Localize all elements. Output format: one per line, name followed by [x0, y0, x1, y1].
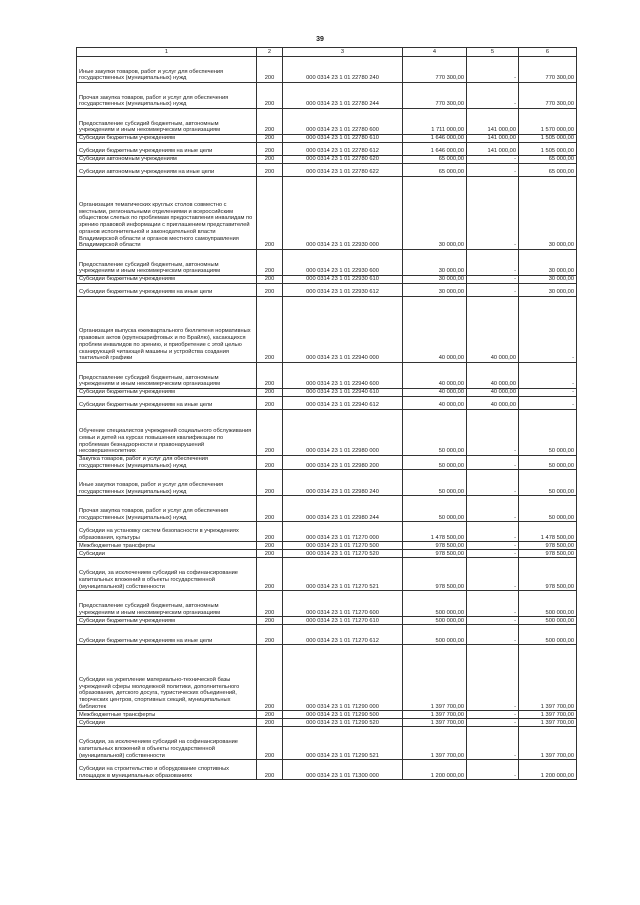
row-amount-regional: -: [519, 363, 577, 389]
row-amount-regional: 978 500,00: [519, 558, 577, 591]
row-amount-regional: 1 397 700,00: [519, 727, 577, 760]
row-amount-regional: -: [519, 297, 577, 363]
row-description: Субсидии бюджетным учреждениям на иные цели: [77, 625, 257, 645]
row-amount-federal: -: [467, 470, 519, 496]
row-amount-total: 30 000,00: [403, 177, 467, 250]
row-budget-code: 000 0314 23 1 01 22780 240: [283, 57, 403, 83]
row-budget-code: 000 0314 23 1 01 22780 622: [283, 164, 403, 177]
row-amount-federal: 141 000,00: [467, 143, 519, 156]
row-amount-total: 50 000,00: [403, 410, 467, 456]
row-amount-total: 40 000,00: [403, 297, 467, 363]
row-description: Организация тематических круглых столов совместно с местными, региональными отделениями и всероссийским обществом слепых по проблемам предоставления инвалидам по зрению правовой информации с приглашением представителей органов исполнительной и законодательной власти Владимирской области и органов местного самоуправления Владимирской области: [77, 177, 257, 250]
row-description: Иные закупки товаров, работ и услуг для обеспечения государственных (муниципальных) нужд: [77, 57, 257, 83]
row-amount-total: 50 000,00: [403, 496, 467, 522]
row-kvr: 200: [257, 617, 283, 625]
row-amount-total: 30 000,00: [403, 284, 467, 297]
table-row: [77, 250, 577, 276]
row-kvr: 200: [257, 164, 283, 177]
row-amount-regional: 30 000,00: [519, 250, 577, 276]
row-amount-total: 1 397 700,00: [403, 727, 467, 760]
row-amount-regional: 1 200 000,00: [519, 760, 577, 780]
row-amount-regional: -: [519, 397, 577, 410]
row-amount-federal: -: [467, 617, 519, 625]
table-row: [77, 617, 577, 625]
row-description: Субсидии: [77, 550, 257, 558]
row-amount-total: 1 200 000,00: [403, 760, 467, 780]
table-row: [77, 276, 577, 284]
row-amount-total: 50 000,00: [403, 456, 467, 470]
row-amount-total: 500 000,00: [403, 617, 467, 625]
row-budget-code: 000 0314 23 1 01 71270 612: [283, 625, 403, 645]
row-amount-regional: 1 505 000,00: [519, 135, 577, 143]
row-kvr: 200: [257, 83, 283, 109]
row-budget-code: 000 0314 23 1 01 22780 600: [283, 109, 403, 135]
row-description: Субсидии бюджетным учреждениям на иные цели: [77, 397, 257, 410]
row-kvr: 200: [257, 719, 283, 727]
row-kvr: 200: [257, 250, 283, 276]
table-body: [77, 57, 577, 780]
row-description: Субсидии автономным учреждениям на иные цели: [77, 164, 257, 177]
row-amount-total: 500 000,00: [403, 625, 467, 645]
table-row: [77, 164, 577, 177]
row-budget-code: 000 0314 23 1 01 22930 000: [283, 177, 403, 250]
row-budget-code: 000 0314 23 1 01 71270 600: [283, 591, 403, 617]
table-row: [77, 591, 577, 617]
row-amount-regional: 50 000,00: [519, 470, 577, 496]
row-amount-total: 50 000,00: [403, 470, 467, 496]
row-description: Субсидии, за исключением субсидий на софинансирование капитальных вложений в объекты государственной (муниципальной) собственности: [77, 558, 257, 591]
row-amount-federal: 40 000,00: [467, 297, 519, 363]
table-row: [77, 645, 577, 711]
column-header-1: 1: [77, 48, 257, 57]
row-budget-code: 000 0314 23 1 01 71270 521: [283, 558, 403, 591]
row-budget-code: 000 0314 23 1 01 71290 521: [283, 727, 403, 760]
table-row: [77, 522, 577, 542]
row-budget-code: 000 0314 23 1 01 71290 000: [283, 645, 403, 711]
row-description: Субсидии, за исключением субсидий на софинансирование капитальных вложений в объекты государственной (муниципальной) собственности: [77, 727, 257, 760]
row-kvr: 200: [257, 389, 283, 397]
row-amount-total: 30 000,00: [403, 250, 467, 276]
row-kvr: 200: [257, 363, 283, 389]
row-description: Субсидии бюджетным учреждениям: [77, 617, 257, 625]
row-amount-regional: -: [519, 389, 577, 397]
column-header-5: 5: [467, 48, 519, 57]
row-amount-total: 65 000,00: [403, 164, 467, 177]
table-row: [77, 177, 577, 250]
row-amount-regional: 1 505 000,00: [519, 143, 577, 156]
table-row: [77, 57, 577, 83]
row-amount-total: 770 300,00: [403, 57, 467, 83]
row-amount-total: 40 000,00: [403, 389, 467, 397]
row-kvr: 200: [257, 550, 283, 558]
row-amount-federal: 40 000,00: [467, 397, 519, 410]
row-description: Субсидии автономным учреждениям: [77, 156, 257, 164]
row-kvr: 200: [257, 711, 283, 719]
row-description: Субсидии бюджетным учреждениям на иные цели: [77, 143, 257, 156]
row-amount-federal: -: [467, 591, 519, 617]
row-amount-total: 500 000,00: [403, 591, 467, 617]
row-amount-regional: 30 000,00: [519, 284, 577, 297]
row-budget-code: 000 0314 23 1 01 22940 612: [283, 397, 403, 410]
row-kvr: 200: [257, 625, 283, 645]
row-amount-regional: 65 000,00: [519, 164, 577, 177]
row-description: Предоставление субсидий бюджетным, автономным учреждениям и иным некоммерческим организациям: [77, 250, 257, 276]
table-row: [77, 389, 577, 397]
row-budget-code: 000 0314 23 1 01 22930 600: [283, 250, 403, 276]
row-amount-federal: -: [467, 711, 519, 719]
table-row: [77, 297, 577, 363]
row-budget-code: 000 0314 23 1 01 22980 200: [283, 456, 403, 470]
table-row: [77, 83, 577, 109]
row-amount-regional: 770 300,00: [519, 83, 577, 109]
table-row: [77, 760, 577, 780]
row-kvr: 200: [257, 456, 283, 470]
row-budget-code: 000 0314 23 1 01 22940 000: [283, 297, 403, 363]
row-kvr: 200: [257, 397, 283, 410]
row-amount-federal: -: [467, 410, 519, 456]
row-kvr: 200: [257, 135, 283, 143]
column-header-4: 4: [403, 48, 467, 57]
row-amount-federal: 40 000,00: [467, 389, 519, 397]
page-number: 39: [316, 36, 324, 43]
table-row: [77, 727, 577, 760]
row-kvr: 200: [257, 591, 283, 617]
row-amount-total: 65 000,00: [403, 156, 467, 164]
row-description: Субсидии бюджетным учреждениям на иные цели: [77, 284, 257, 297]
row-kvr: 200: [257, 542, 283, 550]
row-amount-total: 1 478 500,00: [403, 522, 467, 542]
row-description: Прочая закупка товаров, работ и услуг для обеспечения государственных (муниципальных) нужд: [77, 83, 257, 109]
row-budget-code: 000 0314 23 1 01 22780 244: [283, 83, 403, 109]
row-amount-total: 1 646 000,00: [403, 135, 467, 143]
row-amount-total: 978 500,00: [403, 542, 467, 550]
row-amount-federal: -: [467, 496, 519, 522]
row-amount-total: 978 500,00: [403, 550, 467, 558]
row-budget-code: 000 0314 23 1 01 22780 620: [283, 156, 403, 164]
column-header-2: 2: [257, 48, 283, 57]
row-budget-code: 000 0314 23 1 01 22780 612: [283, 143, 403, 156]
row-amount-total: 30 000,00: [403, 276, 467, 284]
row-kvr: 200: [257, 156, 283, 164]
row-description: Иные закупки товаров, работ и услуг для обеспечения государственных (муниципальных) нужд: [77, 470, 257, 496]
row-budget-code: 000 0314 23 1 01 22980 240: [283, 470, 403, 496]
row-amount-total: 1 397 700,00: [403, 719, 467, 727]
row-amount-federal: -: [467, 177, 519, 250]
table-row: [77, 363, 577, 389]
row-budget-code: 000 0314 23 1 01 71290 520: [283, 719, 403, 727]
column-header-6: 6: [519, 48, 577, 57]
table-row: [77, 550, 577, 558]
row-kvr: 200: [257, 276, 283, 284]
row-description: Межбюджетные трансферты: [77, 711, 257, 719]
row-amount-federal: -: [467, 164, 519, 177]
row-amount-total: 40 000,00: [403, 397, 467, 410]
row-kvr: 200: [257, 558, 283, 591]
row-amount-total: 770 300,00: [403, 83, 467, 109]
row-amount-federal: -: [467, 284, 519, 297]
row-kvr: 200: [257, 57, 283, 83]
row-amount-federal: -: [467, 625, 519, 645]
row-budget-code: 000 0314 23 1 01 22980 244: [283, 496, 403, 522]
row-amount-regional: 770 300,00: [519, 57, 577, 83]
row-amount-federal: -: [467, 456, 519, 470]
table-row: [77, 625, 577, 645]
row-amount-regional: 30 000,00: [519, 177, 577, 250]
row-amount-total: 40 000,00: [403, 363, 467, 389]
row-description: Субсидии на укрепление материально-технической базы учреждений сферы молодежной политики, дополнительного образования, детского досуга, туристических объединений, творческих центров, спортивных секций, муниципальных библиотек: [77, 645, 257, 711]
row-budget-code: 000 0314 23 1 01 71270 610: [283, 617, 403, 625]
row-description: Субсидии бюджетным учреждениям: [77, 276, 257, 284]
row-description: Организация выпуска ежеквартального бюллетеня нормативных правовых актов (крупношрифтовых и по Брайлю), касающихся проблем инвалидов по зрению, и приобретение с этой целью сканирующей читающей машины и устройства создания тактильной графики: [77, 297, 257, 363]
row-amount-federal: -: [467, 156, 519, 164]
row-amount-regional: 50 000,00: [519, 456, 577, 470]
row-description: Субсидии на строительство и оборудование спортивных площадок в муниципальных образованиях: [77, 760, 257, 780]
table-row: [77, 410, 577, 456]
row-amount-federal: -: [467, 550, 519, 558]
row-amount-regional: 1 397 700,00: [519, 711, 577, 719]
row-kvr: 200: [257, 143, 283, 156]
table-row: [77, 143, 577, 156]
column-header-3: 3: [283, 48, 403, 57]
row-budget-code: 000 0314 23 1 01 22780 610: [283, 135, 403, 143]
row-amount-federal: -: [467, 719, 519, 727]
row-amount-regional: 50 000,00: [519, 410, 577, 456]
row-amount-regional: 500 000,00: [519, 591, 577, 617]
row-kvr: 200: [257, 109, 283, 135]
row-amount-regional: 30 000,00: [519, 276, 577, 284]
row-amount-federal: -: [467, 760, 519, 780]
row-budget-code: 000 0314 23 1 01 22930 610: [283, 276, 403, 284]
row-amount-federal: -: [467, 727, 519, 760]
row-kvr: 200: [257, 760, 283, 780]
row-description: Межбюджетные трансферты: [77, 542, 257, 550]
row-kvr: 200: [257, 177, 283, 250]
table-row: [77, 109, 577, 135]
row-amount-federal: -: [467, 250, 519, 276]
row-amount-total: 1 397 700,00: [403, 645, 467, 711]
table-row: [77, 135, 577, 143]
table-row: [77, 542, 577, 550]
row-amount-federal: -: [467, 83, 519, 109]
row-kvr: 200: [257, 522, 283, 542]
row-kvr: 200: [257, 645, 283, 711]
row-description: Обучение специалистов учреждений социального обслуживания семьи и детей на курсах повышения квалификации по проблемам безнадзорности и правонарушений несовершеннолетних: [77, 410, 257, 456]
row-budget-code: 000 0314 23 1 01 22940 600: [283, 363, 403, 389]
row-amount-federal: -: [467, 276, 519, 284]
row-amount-federal: 40 000,00: [467, 363, 519, 389]
row-amount-federal: 141 000,00: [467, 135, 519, 143]
row-amount-regional: 1 570 000,00: [519, 109, 577, 135]
row-kvr: 200: [257, 410, 283, 456]
row-amount-regional: 65 000,00: [519, 156, 577, 164]
row-budget-code: 000 0314 23 1 01 71300 000: [283, 760, 403, 780]
table-row: [77, 711, 577, 719]
row-budget-code: 000 0314 23 1 01 22930 612: [283, 284, 403, 297]
table-row: [77, 719, 577, 727]
budget-table: [76, 47, 577, 780]
row-amount-total: 978 500,00: [403, 558, 467, 591]
table-row: [77, 397, 577, 410]
row-amount-regional: 50 000,00: [519, 496, 577, 522]
row-budget-code: 000 0314 23 1 01 71270 520: [283, 550, 403, 558]
header-row: [77, 48, 577, 57]
row-description: Субсидии бюджетным учреждениям: [77, 389, 257, 397]
row-amount-regional: 978 500,00: [519, 542, 577, 550]
table-row: [77, 496, 577, 522]
row-description: Субсидии на установку систем безопасности в учреждениях образования, культуры: [77, 522, 257, 542]
row-budget-code: 000 0314 23 1 01 22940 610: [283, 389, 403, 397]
row-amount-regional: 1 397 700,00: [519, 719, 577, 727]
table-row: [77, 284, 577, 297]
row-description: Субсидии бюджетным учреждениям: [77, 135, 257, 143]
row-budget-code: 000 0314 23 1 01 22980 000: [283, 410, 403, 456]
row-amount-total: 1 397 700,00: [403, 711, 467, 719]
table-header: [77, 48, 577, 57]
table-row: [77, 470, 577, 496]
row-kvr: 200: [257, 496, 283, 522]
row-amount-regional: 500 000,00: [519, 617, 577, 625]
row-budget-code: 000 0314 23 1 01 71290 500: [283, 711, 403, 719]
row-kvr: 200: [257, 284, 283, 297]
row-kvr: 200: [257, 297, 283, 363]
row-amount-regional: 1 397 700,00: [519, 645, 577, 711]
row-kvr: 200: [257, 727, 283, 760]
row-budget-code: 000 0314 23 1 01 71270 000: [283, 522, 403, 542]
row-amount-regional: 1 478 500,00: [519, 522, 577, 542]
row-description: Предоставление субсидий бюджетным, автономным учреждениям и иным некоммерческим организациям: [77, 591, 257, 617]
table-row: [77, 456, 577, 470]
row-amount-total: 1 646 000,00: [403, 143, 467, 156]
row-description: Закупка товаров, работ и услуг для обеспечения государственных (муниципальных) нужд: [77, 456, 257, 470]
table-row: [77, 156, 577, 164]
row-amount-total: 1 711 000,00: [403, 109, 467, 135]
row-amount-federal: -: [467, 645, 519, 711]
row-amount-federal: -: [467, 522, 519, 542]
row-amount-federal: -: [467, 57, 519, 83]
row-amount-regional: 500 000,00: [519, 625, 577, 645]
row-description: Предоставление субсидий бюджетным, автономным учреждениям и иным некоммерческим организациям: [77, 109, 257, 135]
row-description: Субсидии: [77, 719, 257, 727]
row-description: Предоставление субсидий бюджетным, автономным учреждениям и иным некоммерческим организациям: [77, 363, 257, 389]
row-budget-code: 000 0314 23 1 01 71270 500: [283, 542, 403, 550]
row-amount-regional: 978 500,00: [519, 550, 577, 558]
row-amount-federal: -: [467, 558, 519, 591]
table-row: [77, 558, 577, 591]
row-kvr: 200: [257, 470, 283, 496]
row-amount-federal: -: [467, 542, 519, 550]
row-description: Прочая закупка товаров, работ и услуг для обеспечения государственных (муниципальных) нужд: [77, 496, 257, 522]
row-amount-federal: 141 000,00: [467, 109, 519, 135]
